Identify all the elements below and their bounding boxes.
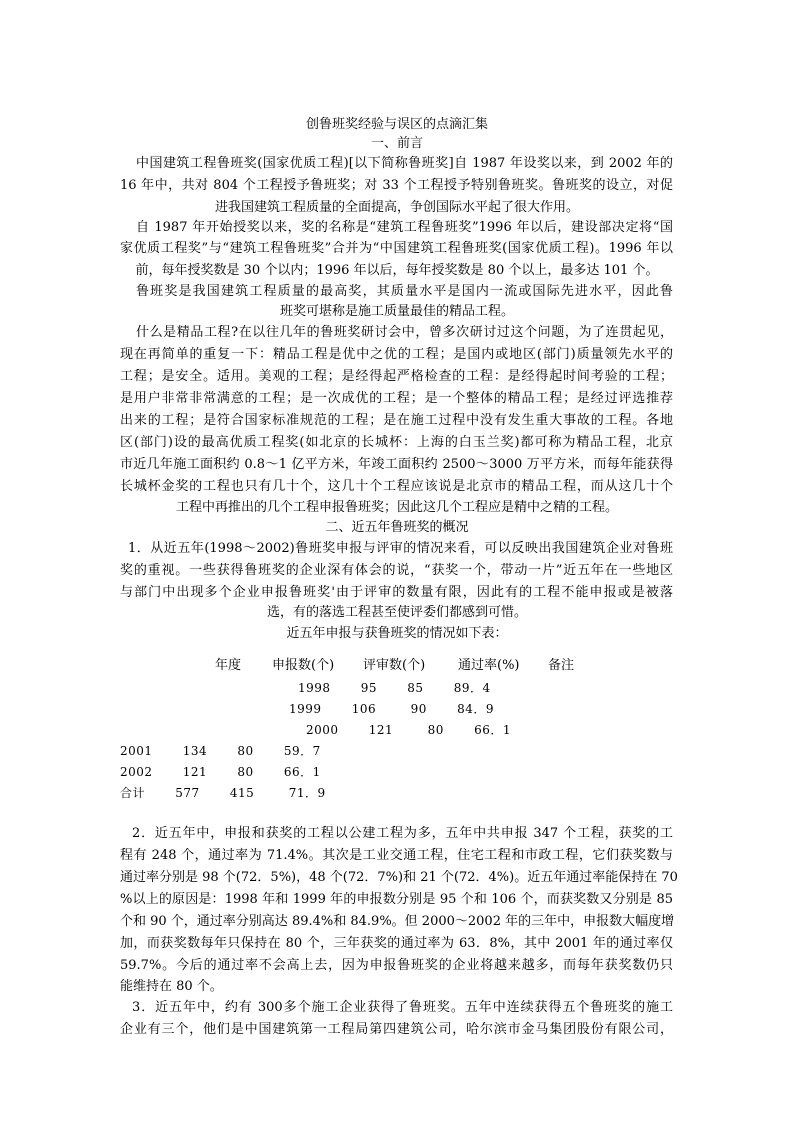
paragraph-line: 与部门中出现多个企业申报鲁班奖'由于评审的数量有限，因此有的工程不能申报或是被落	[120, 585, 673, 600]
paragraph-line: 区(部门)设的最高优质工程奖(如北京的长城杯：上海的白玉兰奖)都可称为精品工程，北京	[120, 435, 673, 450]
table-row: 2001 134 80 59．7	[120, 744, 321, 758]
paragraph-line: 通过率分别是 98 个(72．5%)，48 个(72．7%)和 21 个(72．4%)。近五年通过率能保持在 70	[120, 870, 678, 885]
paragraph-line: %以上的原因是：1998 年和 1999 年的申报数分别是 95 个和 106 个，而获奖数又分别是 85	[120, 892, 673, 907]
paragraph-line: 什么是精品工程?在以往几年的鲁班奖研讨会中，曾多次研讨过这个问题，为了连贯起见，	[136, 325, 673, 340]
paragraph-line: 家优质工程奖”与“建筑工程鲁班奖”合并为“中国建筑工程鲁班奖(国家优质工程)。1996 年以	[120, 241, 673, 256]
paragraph-line: 能维持在 80 个。	[120, 979, 223, 994]
paragraph-line: 出来的工程；是符合国家标准规范的工程；是在施工过程中没有发生重大事故的工程。各地	[120, 413, 673, 428]
header-notes: 备注	[548, 658, 575, 673]
paragraph-line: 企业有三个，他们是中国建筑第一工程局第四建筑公司，哈尔滨市金马集团股份有限公司，	[120, 1022, 673, 1037]
header-reviewed: 评审数(个)	[363, 658, 426, 673]
document-title: 创鲁班奖经验与误区的点滴汇集	[305, 117, 488, 132]
paragraph-line: 个和 90 个，通过率分别高达 89.4%和 84.9%。但 2000～2002 年的三年中，申报数大幅度增	[120, 914, 675, 929]
paragraph-line: 3．近五年中，约有 300多个施工企业获得了鲁班奖。五年中连续获得五个鲁班奖的施工	[132, 1000, 673, 1015]
header-year: 年度	[215, 658, 242, 673]
paragraph-line: 选，有的落选工程甚至使评委们都感到可惜。	[266, 605, 527, 620]
table-row: 1998 95 85 89．4	[298, 681, 491, 695]
paragraph-line: 程有 248 个，通过率为 71.4%。其次是工业交通工程，住宅工程和市政工程，它们获奖数与	[120, 848, 673, 863]
paragraph-line: 班奖可堪称是施工质量最佳的精品工程。	[279, 304, 514, 319]
paragraph-line: 2．近五年中，申报和获奖的工程以公建工程为多，五年中共申报 347 个工程，获奖的工	[132, 826, 673, 841]
paragraph-line: 59.7%。今后的通过率不会高上去，因为申报鲁班奖的企业将越来越多，而每年获奖数仍只	[120, 958, 673, 973]
paragraph-line: 自 1987 年开始授奖以来，奖的名称是“建筑工程鲁班奖”1996 年以后，建设部决定将“国	[136, 220, 673, 235]
paragraph-line: 奖的重视。一些获得鲁班奖的企业深有体会的说，“获奖一个，带动一片”近五年在一些地区	[120, 563, 673, 578]
section-heading-overview: 二、近五年鲁班奖的概况	[325, 520, 469, 535]
paragraph-line: 工程；是安全。适用。美观的工程；是经得起严格检查的工程：是经得起时间考验的工程；	[120, 369, 673, 384]
paragraph-line: 加，而获奖数每年只保持在 80 个，三年获奖的通过率为 63．8%，其中 2001 年的通过率仅	[120, 936, 673, 951]
paragraph-line: 是用户非常非常满意的工程；是一次成优的工程；是一个整体的精品工程；是经过评选推荐	[120, 391, 673, 406]
paragraph-line: 16 年中，共对 804 个工程授予鲁班奖；对 33 个工程授予特别鲁班奖。鲁班奖的设立，对促	[120, 178, 673, 193]
paragraph-line: 1．从近五年(1998～2002)鲁班奖申报与评审的情况来看，可以反映出我国建筑企业对鲁班	[128, 541, 673, 556]
table-caption: 近五年申报与获鲁班奖的情况如下表：	[286, 626, 508, 641]
paragraph-line: 现在再简单的重复一下：精品工程是优中之优的工程；是国内或地区(部门)质量领先水平的	[120, 347, 673, 362]
paragraph-line: 中国建筑工程鲁班奖(国家优质工程)[以下简称鲁班奖]自 1987 年设奖以来，到 2002 年的	[136, 156, 673, 171]
header-pass-rate: 通过率(%)	[458, 658, 520, 673]
table-row: 1999 106 90 84．9	[289, 702, 495, 716]
paragraph-line: 前，每年授奖数是 30 个以内；1996 年以后，每年授奖数是 80 个以上，最多达 101 个。	[135, 263, 659, 278]
section-heading-preface: 一、前言	[370, 136, 423, 151]
table-row: 合计 577 415 71．9	[120, 786, 326, 800]
table-row: 2000 121 80 66．1	[306, 723, 512, 737]
paragraph-line: 鲁班奖是我国建筑工程质量的最高奖，其质量水平是国内一流或国际先进水平，因此鲁	[136, 284, 673, 299]
header-applications: 申报数(个)	[272, 658, 335, 673]
paragraph-line: 长城杯金奖的工程也只有几十个，这几十个工程应该说是北京市的精品工程，而从这几十个	[120, 479, 673, 494]
paragraph-line: 市近几年施工面积约 0.8～1 亿平方米，年竣工面积约 2500～3000 万平方米，而每年能获得	[120, 457, 673, 472]
table-row: 2002 121 80 66．1	[120, 765, 321, 779]
table-header	[0, 656, 794, 676]
paragraph-line: 工程中再推出的几个工程申报鲁班奖；因此这几个工程应是精中之精的工程。	[175, 500, 618, 515]
paragraph-line: 进我国建筑工程质量的全面提高，争创国际水平起了很大作用。	[214, 200, 579, 215]
